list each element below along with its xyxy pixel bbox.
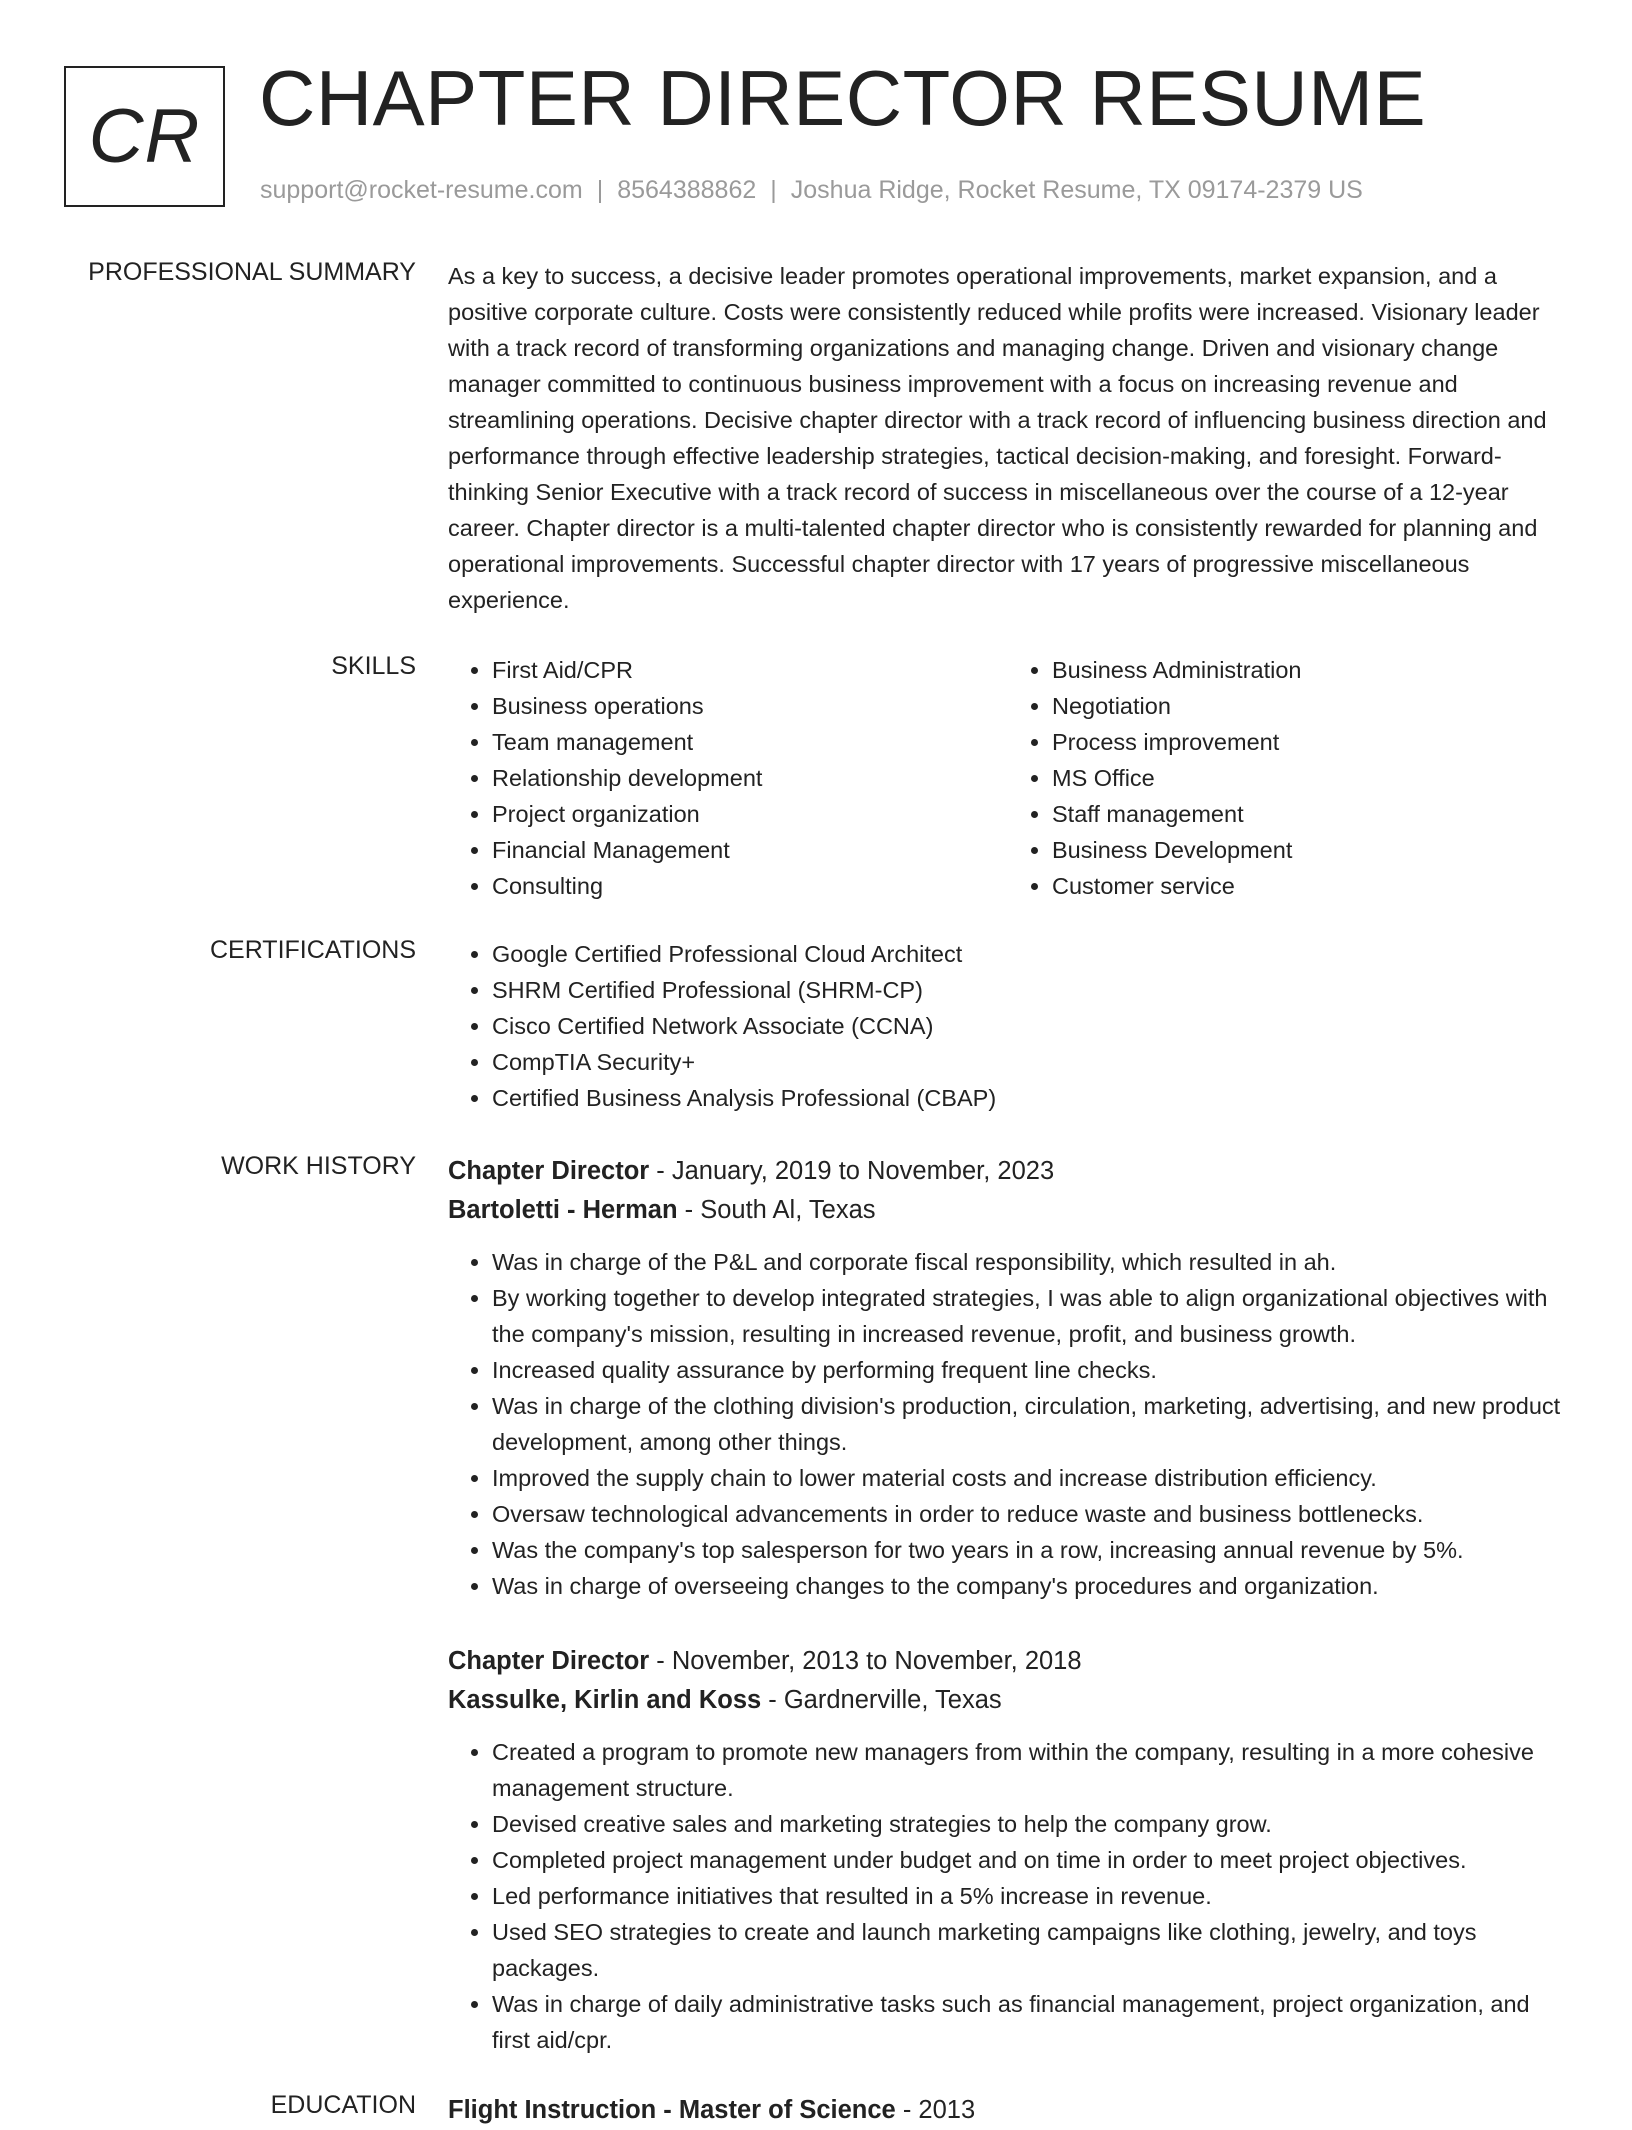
job-bullet: • Was the company's top salesperson for two years in a row, increasing annual revenue by 5%. <box>492 1532 1568 1568</box>
skill-item: • Business Development <box>1052 832 1568 868</box>
section-heading-work-history: WORK HISTORY <box>221 1152 416 1180</box>
company-name: Bartoletti - Herman <box>448 1196 678 1224</box>
separator: | <box>770 176 777 204</box>
skill-item: • Financial Management <box>492 832 1008 868</box>
job-bullets <box>448 1244 1568 1604</box>
job-title-line <box>448 1152 1568 1191</box>
job-bullet: • Was in charge of the P&L and corporate fiscal responsibility, which resulted in ah. <box>492 1244 1568 1280</box>
skills-list-right <box>1008 652 1568 904</box>
job-dates: - November, 2013 to November, 2018 <box>649 1647 1082 1675</box>
skill-item: • Staff management <box>1052 796 1568 832</box>
job-title-line <box>448 1642 1568 1681</box>
certification-item: • SHRM Certified Professional (SHRM-CP) <box>492 972 1568 1008</box>
job-bullets <box>448 1734 1568 2058</box>
job-bullet: • Increased quality assurance by performing frequent line checks. <box>492 1352 1568 1388</box>
job-bullet: • Used SEO strategies to create and launch marketing campaigns like clothing, jewelry, and toys packages. <box>492 1914 1568 1986</box>
degree-name: Flight Instruction - Master of Science <box>448 2096 896 2124</box>
company-location: - Gardnerville, Texas <box>761 1686 1002 1714</box>
skill-item: • Customer service <box>1052 868 1568 904</box>
job-bullet: • Devised creative sales and marketing strategies to help the company grow. <box>492 1806 1568 1842</box>
job-bullet: • Was in charge of overseeing changes to the company's procedures and organization. <box>492 1568 1568 1604</box>
skill-item: • Negotiation <box>1052 688 1568 724</box>
job-title: Chapter Director <box>448 1647 650 1675</box>
skill-item: • Business operations <box>492 688 1008 724</box>
certifications-list <box>448 936 1568 1116</box>
section-heading-education: EDUCATION <box>270 2091 416 2119</box>
separator: | <box>596 176 604 204</box>
job-bullet: • Was in charge of daily administrative tasks such as financial management, project organization, and first aid/cpr. <box>492 1986 1568 2058</box>
job-bullet: • By working together to develop integrated strategies, I was able to align organizational objectives with the company's mission, resulting in increased revenue, profit, and business growth. <box>492 1280 1568 1352</box>
skill-item: • Consulting <box>492 868 1008 904</box>
section-heading-certifications: CERTIFICATIONS <box>209 936 416 964</box>
education-line <box>448 2091 1568 2130</box>
certification-item: • Certified Business Analysis Professional (CBAP) <box>492 1080 1568 1116</box>
skills-list-left <box>448 652 1008 904</box>
phone-text: 8564388862 <box>617 176 757 204</box>
job-entry <box>448 1642 1568 2058</box>
job-title: Chapter Director <box>448 1157 650 1185</box>
section-heading-summary: PROFESSIONAL SUMMARY <box>88 258 416 286</box>
section-heading-skills: SKILLS <box>331 652 416 680</box>
skill-item: • First Aid/CPR <box>492 652 1008 688</box>
resume-title: CHAPTER DIRECTOR RESUME <box>259 54 1427 142</box>
certification-item: • Cisco Certified Network Associate (CCNA) <box>492 1008 1568 1044</box>
company-line <box>448 1681 1568 1720</box>
graduation-year: - 2013 <box>895 2096 976 2124</box>
job-bullet: • Created a program to promote new managers from within the company, resulting in a more cohesive management structure. <box>492 1734 1568 1806</box>
job-dates: - January, 2019 to November, 2023 <box>649 1157 1055 1185</box>
job-bullet: • Completed project management under budget and on time in order to meet project objectives. <box>492 1842 1568 1878</box>
skill-item: • Relationship development <box>492 760 1008 796</box>
certification-item: • CompTIA Security+ <box>492 1044 1568 1080</box>
email-text: support@rocket-resume.com <box>260 176 583 204</box>
skill-item: • Team management <box>492 724 1008 760</box>
summary-paragraph: As a key to success, a decisive leader promotes operational improvements, market expansion, and a positive corporate culture. Costs were consistently reduced while profits were increased. Visionary leader with a track record of transforming organizations and managing change. Driven and visionary change manager committed to continuous business improvement with a focus on increasing revenue and streamlining operations. Decisive chapter director with a track record of influencing business direction and performance through effective leadership strategies, tactical decision-making, and foresight. Forward-thinking Senior Executive with a track record of success in miscellaneous over the course of a 12-year career. Chapter director is a multi-talented chapter director who is consistently rewarded for planning and operational improvements. Successful chapter director with 17 years of progressive miscellaneous experience. <box>448 263 1547 613</box>
company-location: - South Al, Texas <box>677 1196 876 1224</box>
job-bullet: • Led performance initiatives that resulted in a 5% increase in revenue. <box>492 1878 1568 1914</box>
skill-item: • Process improvement <box>1052 724 1568 760</box>
monogram-logo: CR <box>64 66 225 207</box>
skill-item: • Business Administration <box>1052 652 1568 688</box>
job-entry <box>448 1152 1568 1604</box>
company-line <box>448 1191 1568 1230</box>
company-name: Kassulke, Kirlin and Koss <box>448 1686 762 1714</box>
skill-item: • Project organization <box>492 796 1008 832</box>
contact-line <box>260 176 1363 205</box>
job-bullet: • Oversaw technological advancements in order to reduce waste and business bottlenecks. <box>492 1496 1568 1532</box>
skill-item: • MS Office <box>1052 760 1568 796</box>
address-text: Joshua Ridge, Rocket Resume, TX 09174-2379 US <box>790 176 1363 204</box>
certification-item: • Google Certified Professional Cloud Architect <box>492 936 1568 972</box>
job-bullet: • Improved the supply chain to lower material costs and increase distribution efficiency. <box>492 1460 1568 1496</box>
job-bullet: • Was in charge of the clothing division's production, circulation, marketing, advertising, and new product development, among other things. <box>492 1388 1568 1460</box>
